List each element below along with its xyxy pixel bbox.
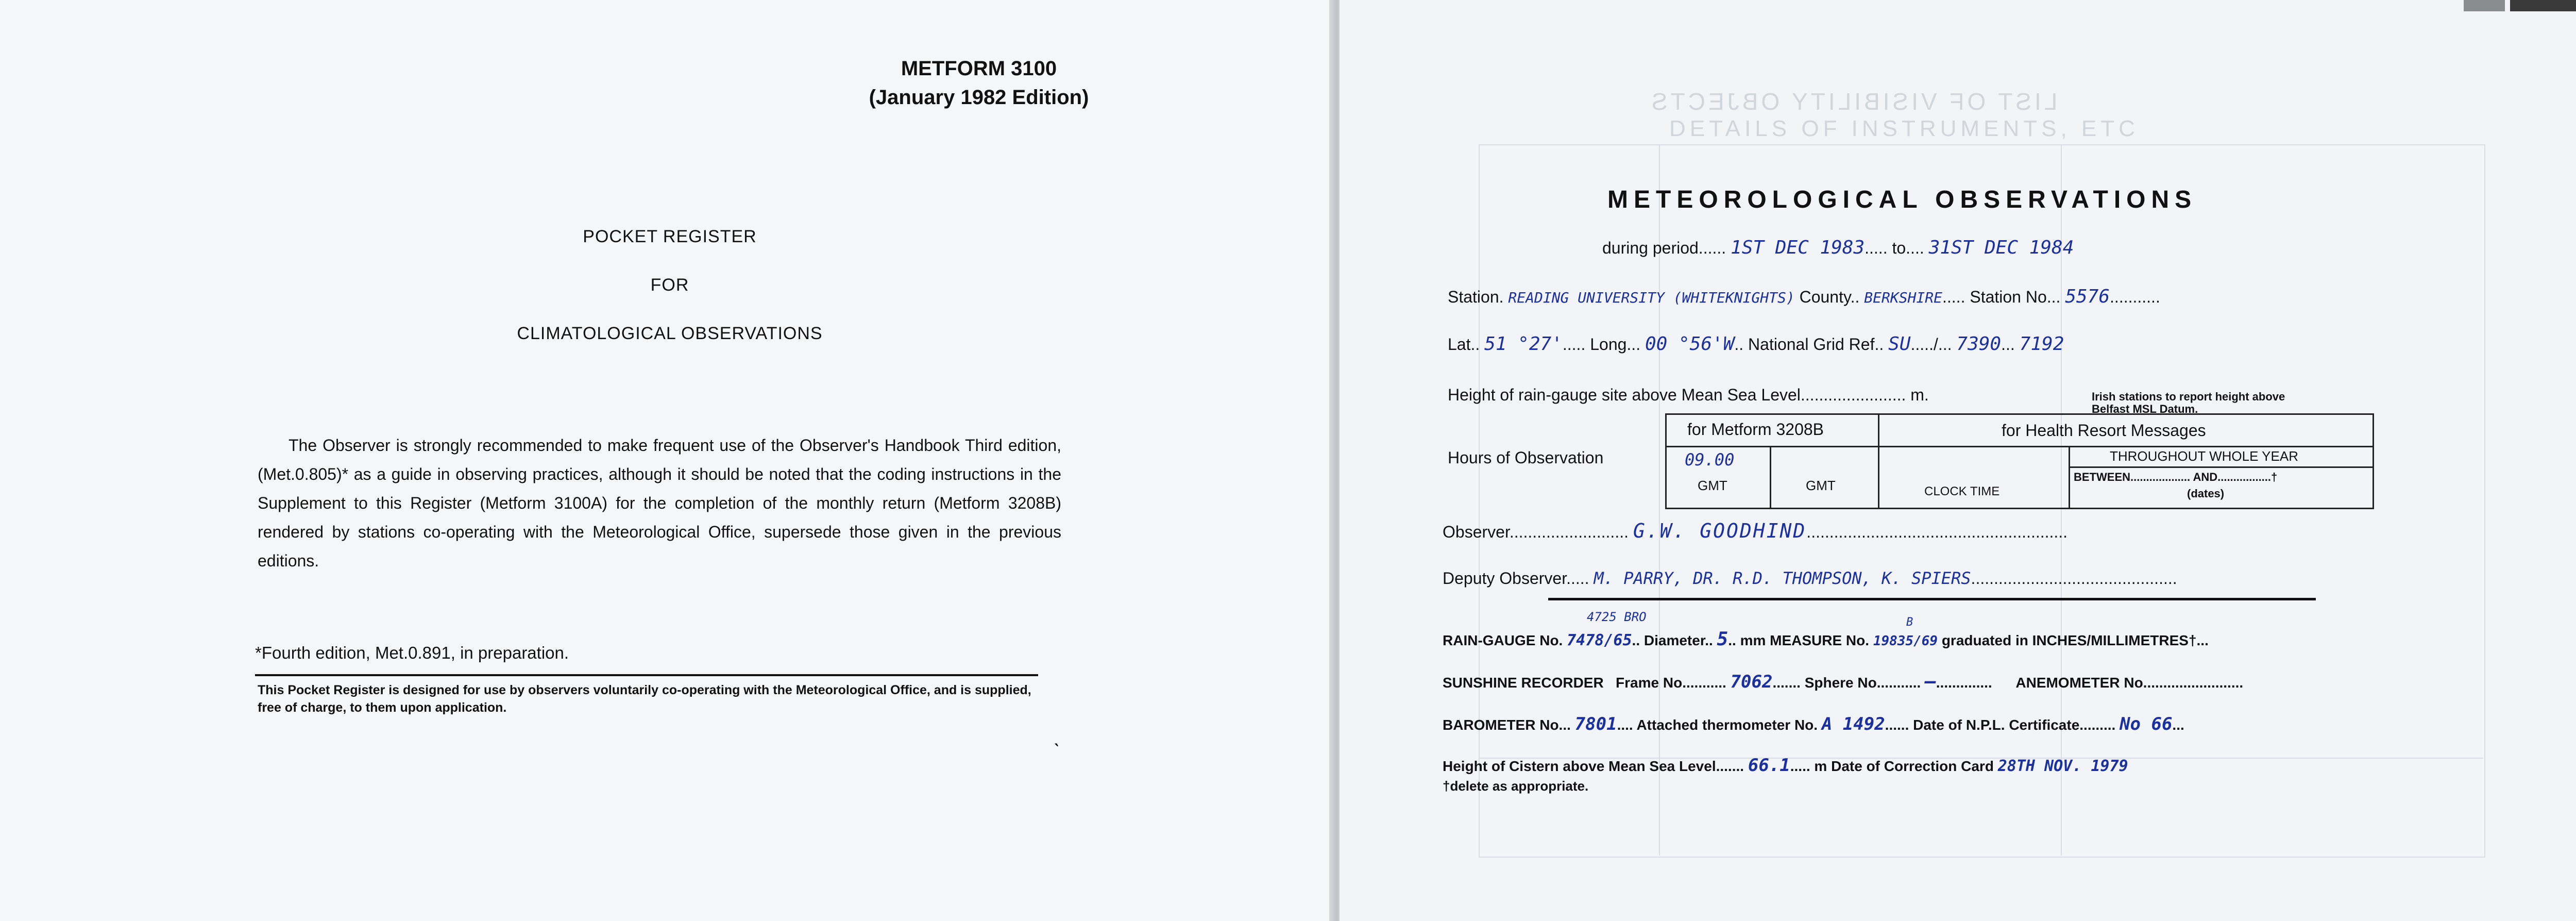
hours-table [1665,413,2374,509]
between-row: BETWEEN................... AND.................† [2074,471,2278,483]
observer-value: G.W. GOODHIND [1633,520,1807,542]
delete-note: †delete as appropriate. [1443,778,1589,794]
measure-label: mm MEASURE No. [1740,632,1870,648]
health-header: for Health Resort Messages [2002,421,2206,440]
form-edition: (January 1982 Edition) [869,86,1089,109]
station-value: READING UNIVERSITY (WHITEKNIGHTS) [1508,289,1795,306]
rain-gauge-value-top: 4725 BRO [1587,610,1647,624]
frame-label: Frame No. [1616,675,1686,691]
right-page [1340,0,2576,921]
observer-row: Observer.......................... G.W. GOODHIND......................................................... [1443,520,2068,542]
period-to: 31ST DEC 1984 [1928,237,2074,258]
ghost-title: LIST OF VISIBILITY OBJECTS [1649,88,2058,115]
pen-mark: ˎ [1054,724,1061,747]
cistern-value: 66.1 [1748,755,1790,776]
register-title-line: POCKET REGISTER [583,227,757,246]
gmt-label-2: GMT [1806,478,1836,493]
rain-gauge-value: 7478/65 [1567,631,1632,649]
grid-ref-easting: 7390 [1956,333,2002,355]
long-label: Long. [1590,335,1632,354]
station-label: Station [1448,288,1499,306]
throughout-label: THROUGHOUT WHOLE YEAR [2110,448,2298,464]
register-title-line: FOR [650,275,689,295]
form-header [824,54,1133,112]
sunshine-label: SUNSHINE RECORDER [1443,675,1604,691]
section-divider [1548,598,2316,600]
clock-time-label: CLOCK TIME [1924,484,2000,498]
metform-header: for Metform 3208B [1687,420,1824,439]
sunshine-row: SUNSHINE RECORDER Frame No........... 7062....... Sphere No........... —.............. ANEMOMETER No......................... [1443,671,2244,692]
npl-value: No 66 [2120,714,2173,734]
correction-card-label: m Date of Correction Card [1814,758,1994,774]
diameter-value: 5 [1717,629,1728,650]
register-title [361,227,979,372]
obs-time-1: 09.00 [1685,450,1735,470]
irish-note: Irish stations to report height above Belfast MSL Datum. [2092,390,2285,415]
between-label: BETWEEN [2074,471,2130,483]
correction-card-date: 28TH NOV. 1979 [1997,757,2128,775]
footnote-divider [255,674,1038,676]
long-value: 00 °56'W [1645,333,1735,355]
cistern-label: Height of Cistern above Mean Sea Level [1443,758,1716,774]
period-to-label: to [1892,239,1906,257]
graduated-label: graduated in INCHES/MILLIMETRES† [1941,632,2197,648]
npl-label: Date of N.P.L. Certificate [1913,717,2080,733]
table-rule [1667,446,2372,447]
cistern-row: Height of Cistern above Mean Sea Level....... 66.1..... m Date of Correction Card 28TH NOV. 1979 [1443,755,2128,776]
diameter-label: Diameter [1643,632,1705,648]
sphere-label: Sphere No. [1804,675,1881,691]
dates-label: (dates) [2187,487,2225,500]
thermometer-label: Attached thermometer No. [1636,717,1818,733]
height-row: Height of rain-gauge site above Mean Sea Level....................... m. [1448,386,1929,404]
height-label: Height of rain-gauge site above Mean Sea Level [1448,386,1801,404]
thermometer-value: A 1492 [1821,714,1885,734]
register-title-line: CLIMATOLOGICAL OBSERVATIONS [517,324,823,343]
table-divider [1770,446,1771,508]
barometer-value: 7801 [1574,714,1617,734]
period-from: 1ST DEC 1983 [1731,237,1865,258]
barometer-label: BAROMETER No. [1443,717,1563,733]
measure-value: 19835/69 [1873,633,1938,649]
deputy-value: M. PARRY, DR. R.D. THOMPSON, K. SPIERS [1594,568,1971,588]
barometer-row: BAROMETER No... 7801.... Attached thermometer No. A 1492...... Date of N.P.L. Certificate......... No 66... [1443,714,2184,734]
edition-footnote: *Fourth edition, Met.0.891, in preparation. [255,643,569,662]
lat-value: 51 °27' [1484,333,1563,355]
observer-label: Observer [1443,523,1510,541]
ghost-title: DETAILS OF INSTRUMENTS, ETC [1669,116,2139,141]
distribution-note: This Pocket Register is designed for use by observers voluntarily co-operating with the Meteorological Office, and is supplied, free of charge, to them upon application. [258,683,1031,715]
table-divider [2069,446,2070,508]
station-row: Station. READING UNIVERSITY (WHITEKNIGHTS) County.. BERKSHIRE..... Station No... 5576........... [1448,286,2160,307]
grid-ref-label: National Grid Ref. [1748,335,1879,354]
station-number-label: Station No. [1970,288,2052,306]
station-number: 5576 [2065,286,2110,307]
deputy-label: Deputy Observer [1443,569,1567,588]
grid-ref-northing: 7192 [2019,333,2064,355]
rain-gauge-label: RAIN-GAUGE No. [1443,632,1563,648]
grid-ref-letters: SU [1888,333,1911,355]
and-label: AND [2193,471,2218,483]
deputy-row: Deputy Observer..... M. PARRY, DR. R.D. THOMPSON, K. SPIERS............................................. [1443,568,2177,588]
page-edge-shadow [2510,0,2576,11]
period-label: during period [1602,239,1699,257]
measure-mark: B [1906,616,1913,629]
frame-value: 7062 [1730,672,1773,692]
county-label: County [1799,288,1851,306]
height-unit: m. [1910,386,1929,404]
table-divider [1878,415,1879,508]
county-value: BERKSHIRE [1864,289,1942,306]
rain-gauge-row: RAIN-GAUGE No. 7478/65.. Diameter.. 5.. mm MEASURE No. 19835/69 graduated in INCHES/MILLIMETRES†... [1443,629,2209,650]
page-title: METEOROLOGICAL OBSERVATIONS [1607,186,2197,213]
table-rule [2069,466,2372,468]
intro-paragraph: The Observer is strongly recommended to make frequent use of the Observer's Handbook Third edition, (Met.0.805)* as a guide in observing practices, although it should be noted that the coding instructions in the Supplement to this Register (Metform 3100A) for the completion of the monthly return (Metform 3208B) rendered by stations co-operating with the Meteorological Office, supersede those given in the previous editions. [258,436,1061,570]
anemometer-label: ANEMOMETER No. [2015,675,2147,691]
position-row: Lat.. 51 °27'..... Long... 00 °56'W.. National Grid Ref.. SU...../... 7390... 7192 [1448,333,2064,355]
period-row: during period...... 1ST DEC 1983..... to.... 31ST DEC 1984 [1602,237,2074,258]
sphere-value: — [1925,671,1936,692]
form-id: METFORM 3100 [901,57,1057,80]
page-edge-shadow-light [2464,0,2505,11]
lat-label: Lat. [1448,335,1476,354]
gmt-label-1: GMT [1698,478,1727,493]
hours-label: Hours of Observation [1448,448,1604,467]
